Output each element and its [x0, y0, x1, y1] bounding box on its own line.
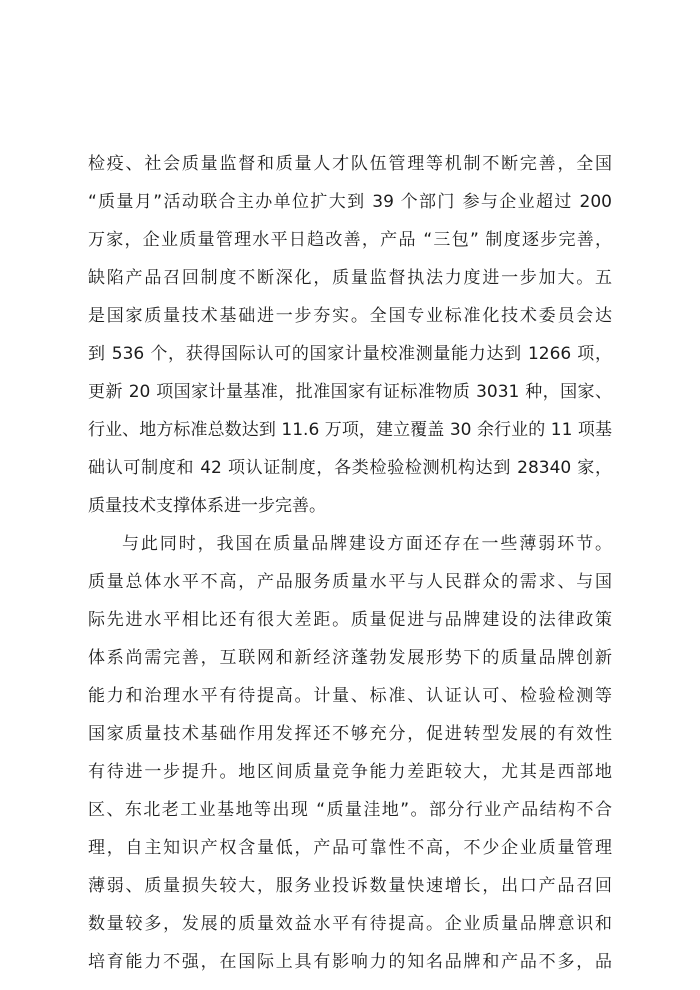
- text-line: 际先进水平相比还有很大差距。质量促进与品牌建设的法律政策: [88, 610, 612, 630]
- text-line: 行业、地方标准总数达到 11.6 万项，建立覆盖 30 余行业的 11 项基: [88, 420, 612, 440]
- text-line: 到 536 个，获得国际认可的国家计量校准测量能力达到 1266 项，: [88, 344, 612, 364]
- text-line: “质量月”活动联合主办单位扩大到 39 个部门 参与企业超过 200: [88, 192, 612, 212]
- text-line: 数量较多，发展的质量效益水平有待提高。企业质量品牌意识和: [88, 914, 612, 934]
- text-line: 能力和治理水平有待提高。计量、标准、认证认可、检验检测等: [88, 686, 612, 706]
- text-line: 培育能力不强，在国际上具有影响力的知名品牌和产品不多，品: [88, 952, 612, 972]
- text-line: 有待进一步提升。地区间质量竞争能力差距较大，尤其是西部地: [88, 762, 612, 782]
- text-line: 薄弱、质量损失较大，服务业投诉数量快速增长，出口产品召回: [88, 876, 612, 896]
- text-line: 区、东北老工业基地等出现 “质量洼地”。部分行业产品结构不合: [88, 800, 612, 820]
- text-line: 础认可制度和 42 项认证制度，各类检验检测机构达到 28340 家，: [88, 458, 612, 478]
- text-line: 缺陷产品召回制度不断深化，质量监督执法力度进一步加大。五: [88, 268, 612, 288]
- text-line: 体系尚需完善，互联网和新经济蓬勃发展形势下的质量品牌创新: [88, 648, 612, 668]
- text-line: 理，自主知识产权含量低，产品可靠性不高，不少企业质量管理: [88, 838, 612, 858]
- text-line: 是国家质量技术基础进一步夯实。全国专业标准化技术委员会达: [88, 306, 612, 326]
- paragraph-first-line: 与此同时，我国在质量品牌建设方面还存在一些薄弱环节。: [122, 534, 612, 554]
- text-line: 国家质量技术基础作用发挥还不够充分，促进转型发展的有效性: [88, 724, 612, 744]
- text-line: 质量技术支撑体系进一步完善。: [88, 496, 326, 516]
- text-line: 质量总体水平不高，产品服务质量水平与人民群众的需求、与国: [88, 572, 612, 592]
- text-line: 万家，企业质量管理水平日趋改善，产品 “三包” 制度逐步完善，: [88, 230, 612, 250]
- text-line: 检疫、社会质量监督和质量人才队伍管理等机制不断完善，全国: [88, 154, 612, 174]
- text-line: 更新 20 项国家计量基准，批准国家有证标准物质 3031 种，国家、: [88, 382, 612, 402]
